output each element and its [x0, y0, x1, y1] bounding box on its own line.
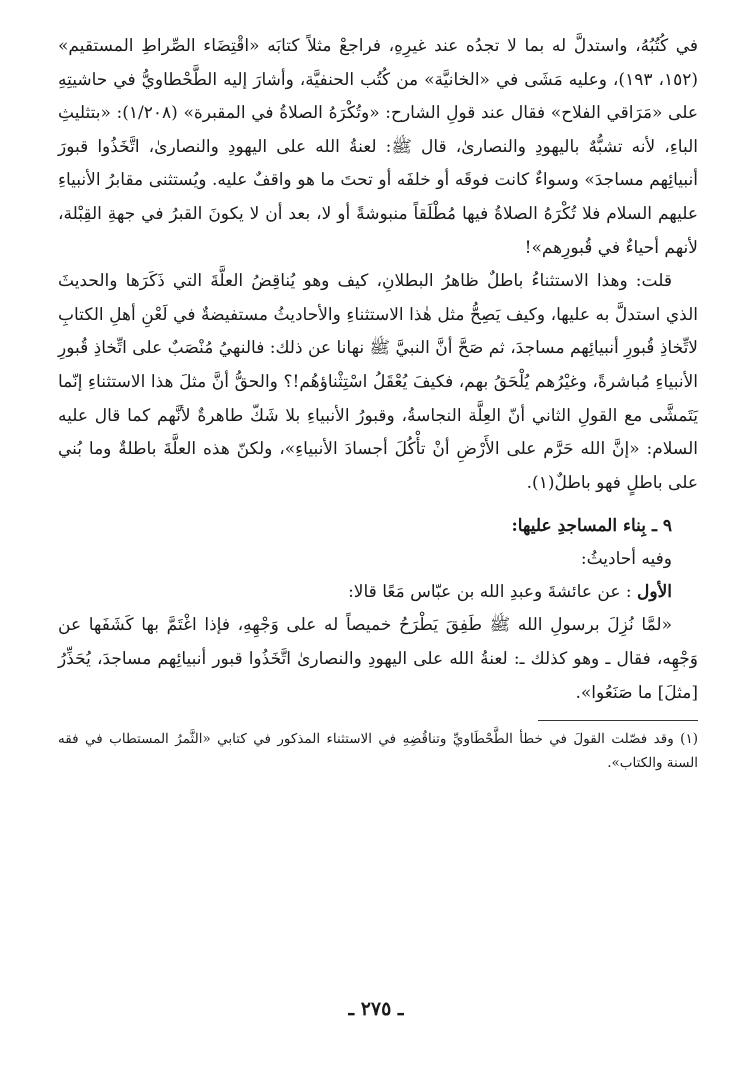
hadith-text: «لمَّا نُزِلَ برسولِ الله ﷺ طَفِقَ يَطْرَحُ خميصاً له على وَجْهِهِ، فإذا اغْتَمَّ بها كَشَفَها عن وَجْهِه، فقال ـ وهو كذلك ـ: لعنةُ الله على اليهودِ والنصارىٰ اتَّخَذُوا قبور أنبيائِهم مساجدَ، يُحَذِّرُ [مثلَ] ما صَنَعُوا». [58, 615, 699, 703]
intro-line: وفيه أحاديثُ: [580, 549, 672, 570]
page-body [58, 30, 698, 775]
footnote-divider [538, 720, 698, 721]
section-heading: ٩ ـ بِناء المساجدِ عليها: [511, 516, 672, 537]
spacer [58, 500, 698, 510]
paragraph-1: في كُتُبُهُ، واستدلَّ له بما لا تجدُه عند غيرِهِ، فراجعْ مثلاً كتابَه «اقْتِضَاء الصِّراطِ المستقيم» (١٥٢، ١٩٣)، وعليه مَشَى في «الخانيَّة» من كُتُب الحنفيَّة، وأشارَ إليه الطَّحْطاويُّ في حاشيتِهِ على «مَرَاقي الفلاح» فقال عند قولِ الشارح: «وتُكْرَهُ الصلاةُ في المقبرة» (١/٢٠٨): «بتثليثِ الباءِ، لأنه تشبُّهٌ باليهودِ والنصارىٰ، قال ﷺ: لعنةُ الله على اليهودِ والنصارىٰ، اتَّخَذُوا قبورَ أنبيائِهم مساجدَ» وسواءٌ كانت فوقَه أو خلفَه أو تحتَ ما هو واقفٌ عليه. ويُستثنى مقابرُ الأنبياءِ عليهم السلام فلا تُكْرَهُ الصلاةُ فيها مُطْلَقاً منبوشةً أو لا، بعد أن لا يكونَ القبرُ في جهةِ القِبْلة، لأنهم أحياءٌ في قُبورِهم»! [58, 36, 699, 258]
first-hadith-intro [58, 576, 698, 609]
first-text: : عن عائشةَ وعبدِ الله بن عبّاس مَعًا قالا: [348, 582, 632, 603]
page-number: ـ ٢٧٥ ـ [348, 998, 404, 1020]
first-label: الأول [637, 582, 672, 603]
footnote: (١) وقد فصّلت القولَ في خطأ الطَّحْطَاويِّ وتناقُضِهِ في الاستثناء المذكور في كتابي «الثَّمرُ المستطاب في فقه السنة والكتاب». [58, 731, 698, 772]
paragraph-2: قلت: وهذا الاستثناءُ باطلٌ ظاهرُ البطلانِ، كيف وهو يُناقِضُ العلَّةَ التي ذَكَرَها والحديثَ الذي استدلَّ به عليها، وكيف يَصِحُّ مثل هٰذا الاستثناءِ والأحاديثُ مستفيضةٌ في لَعْنِ أهلِ الكتابِ لاتِّخاذِ قُبورِ أنبيائِهم مساجدَ، ثم صَحَّ أنَّ النبيَّ ﷺ نهانا عن ذلك: فالنهيُ مُنْصَبٌ على اتِّخاذِ قُبورِ الأنبياءِ مُباشرةً، وغيْرُهم يُلْحَقُ بهم، فكيفَ يُعْقَلُ اسْتِثْناؤهُم!؟ والحقُّ أنَّ مثلَ هذا الاستثناءِ إنّما يَتَمشَّى مع القولِ الثاني أنّ العِلَّة النجاسةُ، وقبورُ الأنبياءِ بلا شَكّ طاهرةٌ لأنَّهم كما قال عليه السلام: «إنَّ الله حَرَّم على الأَرْضِ أنْ تأْكُلَ أجسادَ الأنبياءِ»، ولكنّ هذه العلَّةَ باطلةٌ وما بُني على باطلٍ فهو باطلٌ(١). [58, 271, 698, 493]
